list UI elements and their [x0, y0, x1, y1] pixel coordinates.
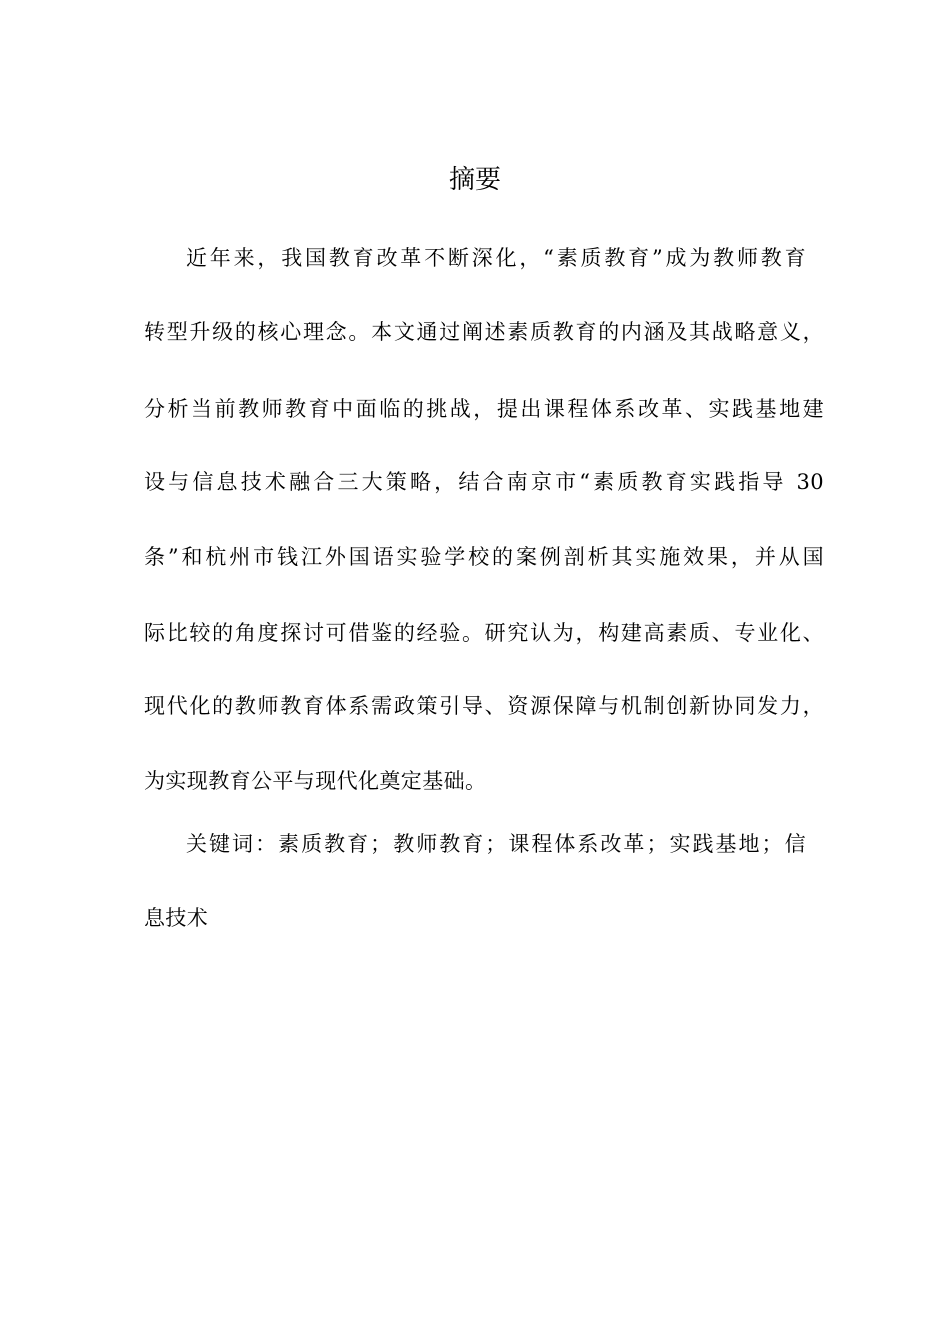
abstract-line-5: 条”和杭州市钱江外国语实验学校的案例剖析其实施效果，并从国 [144, 545, 824, 569]
abstract-line-2: 转型升级的核心理念。本文通过阐述素质教育的内涵及其战略意义， [144, 320, 824, 344]
abstract-line-7: 现代化的教师教育体系需政策引导、资源保障与机制创新协同发力， [144, 694, 824, 718]
abstract-line-6: 际比较的角度探讨可借鉴的经验。研究认为，构建高素质、专业化、 [144, 621, 824, 645]
abstract-line-3: 分析当前教师教育中面临的挑战，提出课程体系改革、实践基地建 [144, 397, 824, 421]
keywords-line-1: 关键词：素质教育；教师教育；课程体系改革；实践基地；信 [186, 832, 806, 856]
abstract-title: 摘要 [448, 165, 501, 195]
keywords-line-2: 息技术 [144, 906, 209, 930]
abstract-line-8: 为实现教育公平与现代化奠定基础。 [144, 769, 487, 793]
abstract-line-1: 近年来，我国教育改革不断深化，“素质教育”成为教师教育 [186, 246, 806, 270]
abstract-line-4: 设与信息技术融合三大策略，结合南京市“素质教育实践指导 30 [144, 470, 824, 494]
